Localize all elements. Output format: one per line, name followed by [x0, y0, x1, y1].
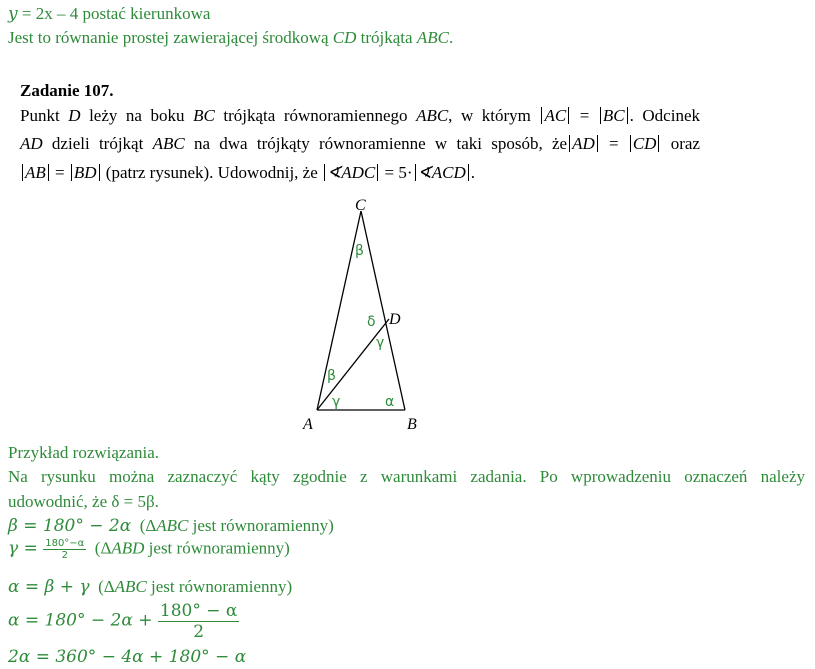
t3a: (patrz rysunek). Udowodnij, że [101, 163, 323, 182]
angle-beta-c: β [355, 243, 364, 259]
eq3-math: α = β + γ [8, 577, 90, 597]
t2c: oraz [661, 134, 700, 153]
eq2-den: 2 [61, 550, 68, 561]
header-note [8, 28, 453, 48]
header-equation [8, 4, 210, 24]
task-line-1 [20, 106, 700, 126]
t1ac: AC [544, 106, 567, 125]
t1e: , w którym [448, 106, 540, 125]
t2cd: CD [632, 134, 657, 153]
t2abc: ABC [152, 134, 185, 153]
angle-beta-a: β [327, 368, 336, 384]
eq3-note-a: (Δ [98, 577, 115, 596]
eq4-fraction [158, 601, 239, 642]
abs-bd [71, 164, 100, 181]
segment-ad [317, 319, 389, 410]
eq2-num: 180°−α [45, 538, 85, 549]
solution-eq3 [8, 577, 292, 597]
t3adc: ∢ADC [327, 163, 376, 182]
eq-lhs: y [8, 4, 18, 24]
t1b: leży na boku [80, 106, 194, 125]
abs-acd [415, 164, 469, 181]
eq4-num: 180° − α [159, 601, 238, 621]
eq4-lhs: α = 180° − 2α + [8, 610, 158, 631]
note-end: . [448, 28, 454, 47]
t1c: trójkąta równoramiennego [214, 106, 417, 125]
t2ad2: AD [572, 134, 595, 153]
note-text-mid: trójkąta [356, 28, 417, 47]
t1bc: BC [193, 106, 215, 125]
abs-bc [600, 107, 628, 124]
t2a: dzieli trójkąt [42, 134, 153, 153]
abs-ab [22, 164, 49, 181]
t2ad: AD [20, 134, 43, 153]
t1f: . Odcinek [629, 106, 700, 125]
angle-gamma-a: γ [332, 394, 341, 410]
note-cd: CD [332, 28, 357, 47]
side-ca [317, 211, 361, 410]
abs-ad [569, 135, 598, 152]
eq2-lhs: γ = [8, 538, 44, 559]
angle-delta-d: δ [367, 314, 376, 330]
solution-eq5: 2α = 360° − 4α + 180° − α [8, 647, 247, 667]
eq-rhs: = 2x – 4 [17, 4, 79, 23]
abs-ac [541, 107, 569, 124]
task-line-2 [20, 134, 700, 154]
abs-adc [324, 164, 378, 181]
t1abc: ABC [416, 106, 449, 125]
eq2-fraction [43, 538, 86, 561]
t3bd: BD [73, 163, 97, 182]
note-abc: ABC [416, 28, 449, 47]
eq-note: postać kierunkowa [78, 4, 211, 23]
t1bc2: BC [602, 106, 625, 125]
solution-p1: Na rysunku można zaznaczyć kąty zgodnie z warunkami zadania. Po wprowadzeniu oznaczeń należy [8, 467, 805, 486]
vertex-b: B [407, 416, 417, 433]
eq4-den: 2 [193, 622, 205, 642]
eq2-note-b: jest równoramienny) [144, 538, 290, 558]
solution-eq4 [8, 601, 239, 642]
eq1-note-a: (Δ [139, 516, 157, 535]
eq3-note-b: jest równoramienny) [146, 577, 293, 596]
eq1-note-b: jest równoramienny) [188, 516, 334, 535]
triangle-figure [290, 192, 430, 442]
abs-cd [630, 135, 660, 152]
solution-heading: Przykład rozwiązania. [8, 443, 160, 462]
vertex-d: D [389, 311, 401, 328]
eq1-note-abc: ABC [156, 516, 189, 535]
t1a: Punkt [20, 106, 69, 125]
vertex-c: C [355, 197, 366, 214]
angle-gamma-d: γ [376, 335, 385, 351]
eq2-note-abd: ABD [111, 538, 145, 558]
eq1-math: β = 180° − 2α [8, 516, 132, 536]
t1eq: = [571, 106, 598, 125]
solution-eq1 [8, 516, 334, 536]
t3eq: = [50, 163, 69, 182]
t2b: na dwa trójkąty równoramienne w taki sposób, że [184, 134, 568, 153]
eq2-note-a: (Δ [94, 538, 112, 558]
angle-alpha-b: α [385, 394, 395, 410]
t3end: . [470, 163, 476, 182]
t3acd: ∢ACD [417, 163, 466, 182]
t1d: D [68, 106, 81, 125]
task-line-3 [20, 163, 475, 183]
t3ab: AB [25, 163, 46, 182]
note-text: Jest to równanie prostej zawierającej środkową [8, 28, 333, 47]
solution-p2: udowodnić, że δ = 5β. [8, 492, 159, 511]
solution-eq2 [8, 538, 290, 561]
t3eq2: = 5· [380, 163, 413, 182]
eq3-note-abc: ABC [114, 577, 147, 596]
t2eq: = [599, 134, 628, 153]
vertex-a: A [303, 416, 313, 433]
task-title: Zadanie 107. [20, 81, 114, 100]
